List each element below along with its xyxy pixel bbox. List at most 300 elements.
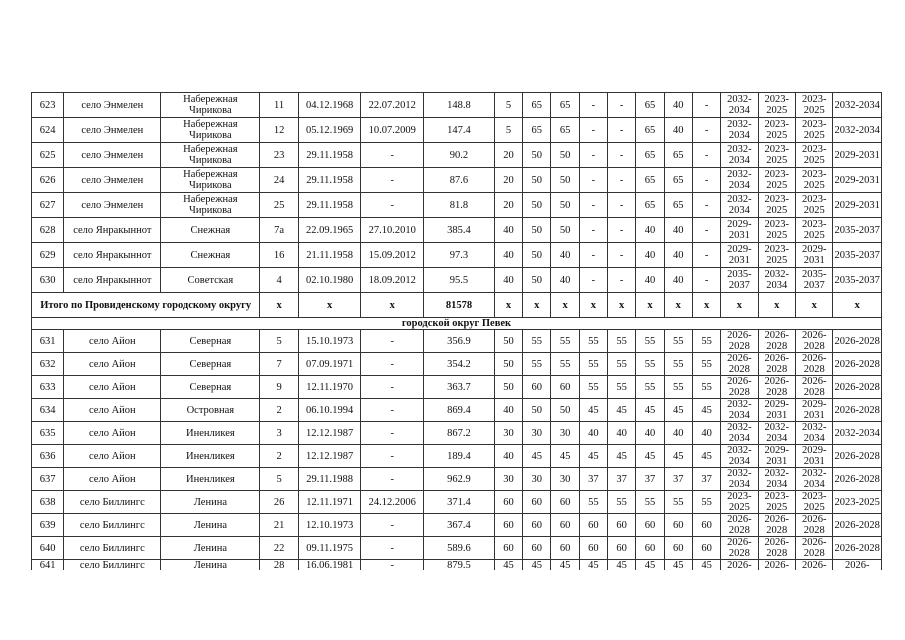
area-cell: 95.5: [424, 268, 495, 293]
row-number: 624: [32, 118, 64, 143]
wear-cell: 40: [551, 268, 579, 293]
street-cell: Набережная Чирикова: [161, 193, 260, 218]
wear-cell: -: [692, 118, 720, 143]
date-built-cell: 29.11.1988: [298, 468, 361, 491]
wear-cell: 40: [636, 243, 664, 268]
date-built-cell: 12.11.1970: [298, 376, 361, 399]
table-row: [32, 143, 882, 168]
house-cell: [260, 560, 298, 571]
wear-cell: -: [692, 218, 720, 243]
date-built-cell: 09.11.1975: [298, 537, 361, 560]
settlement-cell: село Энмелен: [64, 168, 161, 193]
period-cell: 2023-2025: [758, 168, 795, 193]
wear-cell: 40: [494, 445, 522, 468]
total-x: x: [636, 293, 664, 318]
date-built-cell: 07.09.1971: [298, 353, 361, 376]
house-cell: 16: [260, 243, 298, 268]
wear-cell: -: [692, 193, 720, 218]
date-built-cell-text: 16.06.1981: [306, 560, 354, 570]
wear-cell: 65: [551, 118, 579, 143]
area-cell: 356.9: [424, 330, 495, 353]
street-cell: Северная: [161, 376, 260, 399]
period-cell: 2032-2034: [721, 118, 758, 143]
date-survey-cell: -: [361, 422, 424, 445]
wear-cell: -: [692, 268, 720, 293]
house-cell: 2: [260, 399, 298, 422]
wear-cell: 50: [494, 353, 522, 376]
wear-cell: 60: [523, 514, 551, 537]
row-number: 632: [32, 353, 64, 376]
wear-cell: -: [692, 168, 720, 193]
document-page: [31, 92, 882, 570]
period-cell: 2026-2028: [833, 445, 882, 468]
row-number: [32, 560, 64, 571]
wear-cell: 40: [636, 268, 664, 293]
street-cell: Островная: [161, 399, 260, 422]
period-cell: 2023-2025: [796, 143, 833, 168]
wear-cell: 55: [608, 330, 636, 353]
wear-cell: 30: [523, 468, 551, 491]
date-survey-cell: -: [361, 514, 424, 537]
wear-cell: 65: [636, 143, 664, 168]
total-x: x: [298, 293, 361, 318]
wear-cell: 50: [523, 193, 551, 218]
wear-cell: 55: [579, 330, 607, 353]
period-cell: 2026-2028: [721, 514, 758, 537]
wear-cell: 50: [523, 143, 551, 168]
wear-cell: [664, 560, 692, 571]
wear-cell: 55: [551, 353, 579, 376]
period-cell: 2032-2034: [721, 399, 758, 422]
date-survey-cell: -: [361, 193, 424, 218]
area-cell: 87.6: [424, 168, 495, 193]
wear-cell: 45: [664, 445, 692, 468]
wear-cell: 40: [494, 243, 522, 268]
street-cell: Набережная Чирикова: [161, 168, 260, 193]
wear-cell: 65: [636, 118, 664, 143]
wear-cell: 45: [636, 445, 664, 468]
table-row: [32, 193, 882, 218]
wear-cell: 50: [551, 143, 579, 168]
settlement-cell: село Айон: [64, 468, 161, 491]
period-cell: 2023-2025: [721, 491, 758, 514]
period-cell: 2029-2031: [796, 399, 833, 422]
area-cell: 371.4: [424, 491, 495, 514]
period-cell: 2032-2034: [796, 422, 833, 445]
wear-cell: 65: [636, 93, 664, 118]
period-cell: 2032-2034: [796, 468, 833, 491]
date-built-cell: 29.11.1958: [298, 168, 361, 193]
wear-cell: 45: [523, 445, 551, 468]
period-cell: 2032-2034: [721, 193, 758, 218]
settlement-cell: село Айон: [64, 376, 161, 399]
wear-cell: 50: [523, 243, 551, 268]
street-cell: Иненликея: [161, 422, 260, 445]
date-survey-cell: 24.12.2006: [361, 491, 424, 514]
wear-cell: 60: [551, 376, 579, 399]
wear-cell: 65: [664, 168, 692, 193]
period-cell: 2026-2028: [796, 376, 833, 399]
row-number: 626: [32, 168, 64, 193]
area-cell: 148.8: [424, 93, 495, 118]
area-cell: [424, 560, 495, 571]
period-cell: 2023-2025: [758, 143, 795, 168]
period-cell: 2026-2028: [721, 330, 758, 353]
wear-cell: 45: [636, 399, 664, 422]
total-row: [32, 293, 882, 318]
period-cell: 2029-2031: [796, 243, 833, 268]
wear-cell: 50: [551, 168, 579, 193]
street-cell: Набережная Чирикова: [161, 118, 260, 143]
period-cell: 2026-2028: [758, 537, 795, 560]
table-row: [32, 445, 882, 468]
wear-cell: -: [608, 93, 636, 118]
wear-cell: 55: [636, 376, 664, 399]
period-cell-text: 2026-: [764, 560, 790, 570]
wear-cell: 40: [664, 243, 692, 268]
street-cell: Набережная Чирикова: [161, 143, 260, 168]
street-cell: Иненликея: [161, 468, 260, 491]
wear-cell: 55: [579, 353, 607, 376]
wear-cell: 65: [551, 93, 579, 118]
wear-cell: 45: [664, 399, 692, 422]
wear-cell: -: [608, 143, 636, 168]
street-cell-text: Ленина: [193, 560, 227, 570]
street-cell: Ленина: [161, 491, 260, 514]
house-cell: 24: [260, 168, 298, 193]
period-cell: 2023-2025: [796, 491, 833, 514]
wear-cell: 55: [692, 330, 720, 353]
street-cell: Иненликея: [161, 445, 260, 468]
area-cell-text: 879.5: [447, 560, 471, 570]
wear-cell: 20: [494, 193, 522, 218]
table-row: [32, 537, 882, 560]
wear-cell: -: [579, 93, 607, 118]
wear-cell: 55: [636, 491, 664, 514]
period-cell: 2026-2028: [758, 514, 795, 537]
wear-cell: 40: [664, 422, 692, 445]
period-cell: 2023-2025: [758, 193, 795, 218]
wear-cell: -: [608, 118, 636, 143]
settlement-cell-text: село Биллингс: [79, 560, 145, 570]
row-number: 633: [32, 376, 64, 399]
wear-cell: 5: [494, 118, 522, 143]
street-cell: Северная: [161, 330, 260, 353]
row-number: 623: [32, 93, 64, 118]
wear-cell: 55: [664, 376, 692, 399]
house-cell: 25: [260, 193, 298, 218]
house-cell: 4: [260, 268, 298, 293]
period-cell: 2029-2031: [758, 445, 795, 468]
table-row: [32, 93, 882, 118]
period-cell: [721, 560, 758, 571]
wear-cell: 60: [664, 537, 692, 560]
period-cell: 2026-2028: [833, 376, 882, 399]
street-cell: Советская: [161, 268, 260, 293]
period-cell: 2023-2025: [758, 93, 795, 118]
period-cell: 2023-2025: [796, 193, 833, 218]
period-cell: 2026-2028: [833, 537, 882, 560]
street-cell: Ленина: [161, 537, 260, 560]
total-x: x: [361, 293, 424, 318]
period-cell: 2032-2034: [721, 93, 758, 118]
wear-cell: 40: [692, 422, 720, 445]
wear-cell: 60: [523, 376, 551, 399]
table-row: [32, 268, 882, 293]
table-row: [32, 118, 882, 143]
wear-cell-text: 45: [559, 560, 571, 570]
wear-cell: [551, 560, 579, 571]
wear-cell: 37: [608, 468, 636, 491]
period-cell: 2026-2028: [796, 537, 833, 560]
wear-cell: 50: [551, 399, 579, 422]
wear-cell: 45: [608, 399, 636, 422]
period-cell: 2026-2028: [758, 330, 795, 353]
wear-cell: 55: [551, 330, 579, 353]
settlement-cell: село Янракыннот: [64, 243, 161, 268]
date-survey-cell-text: -: [390, 560, 395, 570]
wear-cell: -: [579, 243, 607, 268]
date-built-cell: 21.11.1958: [298, 243, 361, 268]
area-cell: 81.8: [424, 193, 495, 218]
wear-cell-text: 45: [701, 560, 712, 570]
row-number: 639: [32, 514, 64, 537]
date-built-cell: 12.12.1987: [298, 445, 361, 468]
area-cell: 97.3: [424, 243, 495, 268]
date-survey-cell: 10.07.2009: [361, 118, 424, 143]
period-cell: 2029-2031: [721, 243, 758, 268]
wear-cell: 50: [551, 218, 579, 243]
rows-pevek: [32, 330, 882, 560]
wear-cell-text: 45: [644, 560, 656, 570]
wear-cell: 20: [494, 143, 522, 168]
period-cell: 2032-2034: [721, 445, 758, 468]
date-survey-cell: -: [361, 330, 424, 353]
wear-cell: -: [608, 168, 636, 193]
street-cell: [161, 560, 260, 571]
table-row: [32, 353, 882, 376]
wear-cell: 55: [664, 353, 692, 376]
wear-cell: 37: [579, 468, 607, 491]
area-cell: 189.4: [424, 445, 495, 468]
wear-cell: -: [692, 243, 720, 268]
settlement-cell: село Биллингс: [64, 491, 161, 514]
street-cell: Ленина: [161, 514, 260, 537]
wear-cell: 50: [523, 218, 551, 243]
period-cell: 2023-2025: [758, 218, 795, 243]
period-cell: 2023-2025: [796, 218, 833, 243]
wear-cell: 60: [494, 491, 522, 514]
wear-cell: 60: [494, 514, 522, 537]
wear-cell: 60: [523, 537, 551, 560]
period-cell: 2023-2025: [796, 118, 833, 143]
wear-cell: 40: [551, 243, 579, 268]
period-cell: 2026-2028: [833, 399, 882, 422]
wear-cell: 55: [523, 353, 551, 376]
total-x: x: [833, 293, 882, 318]
house-cell: 9: [260, 376, 298, 399]
date-built-cell: 02.10.1980: [298, 268, 361, 293]
wear-cell: 60: [579, 514, 607, 537]
wear-cell: -: [692, 93, 720, 118]
wear-cell: -: [579, 168, 607, 193]
total-area: 81578: [424, 293, 495, 318]
period-cell-text: 2026-: [844, 560, 870, 570]
wear-cell: 50: [494, 330, 522, 353]
row-number: 637: [32, 468, 64, 491]
total-x: x: [579, 293, 607, 318]
wear-cell: 50: [523, 168, 551, 193]
period-cell: 2029-2031: [758, 399, 795, 422]
wear-cell: 45: [579, 399, 607, 422]
wear-cell: 40: [608, 422, 636, 445]
wear-cell: 5: [494, 93, 522, 118]
period-cell: 2035-2037: [796, 268, 833, 293]
row-number: 631: [32, 330, 64, 353]
period-cell: 2026-2028: [721, 376, 758, 399]
row-number: 635: [32, 422, 64, 445]
settlement-cell: село Айон: [64, 353, 161, 376]
wear-cell: 45: [692, 399, 720, 422]
wear-cell: 37: [636, 468, 664, 491]
table-row: [32, 218, 882, 243]
date-survey-cell: -: [361, 143, 424, 168]
wear-cell: 60: [692, 537, 720, 560]
period-cell: 2026-2028: [721, 353, 758, 376]
wear-cell: [579, 560, 607, 571]
settlement-cell: село Айон: [64, 445, 161, 468]
date-survey-cell: 22.07.2012: [361, 93, 424, 118]
period-cell: 2035-2037: [833, 268, 882, 293]
period-cell: 2035-2037: [833, 218, 882, 243]
wear-cell: 40: [664, 218, 692, 243]
period-cell: 2023-2025: [758, 118, 795, 143]
settlement-cell: село Биллингс: [64, 514, 161, 537]
area-cell: 363.7: [424, 376, 495, 399]
period-cell: 2026-2028: [833, 514, 882, 537]
wear-cell-text: 45: [531, 560, 543, 570]
period-cell-text: 2026-: [801, 560, 827, 570]
date-built-cell: 04.12.1968: [298, 93, 361, 118]
total-x: x: [721, 293, 758, 318]
wear-cell: 50: [523, 268, 551, 293]
wear-cell: 55: [692, 376, 720, 399]
date-built-cell: 15.10.1973: [298, 330, 361, 353]
row-number: 627: [32, 193, 64, 218]
period-cell: 2026-2028: [833, 353, 882, 376]
settlement-cell: село Энмелен: [64, 143, 161, 168]
area-cell: 385.4: [424, 218, 495, 243]
housing-repair-table: [31, 92, 882, 570]
table-row: [32, 168, 882, 193]
wear-cell: 60: [551, 491, 579, 514]
period-cell: 2029-2031: [796, 445, 833, 468]
date-built-cell: 12.10.1973: [298, 514, 361, 537]
wear-cell: 55: [636, 330, 664, 353]
period-cell-text: 2026-: [727, 560, 752, 570]
wear-cell: 60: [692, 514, 720, 537]
date-built-cell: 06.10.1994: [298, 399, 361, 422]
wear-cell: 55: [608, 353, 636, 376]
wear-cell-text: 45: [503, 560, 514, 570]
row-number: 636: [32, 445, 64, 468]
row-number: 634: [32, 399, 64, 422]
period-cell: 2026-2028: [721, 537, 758, 560]
wear-cell: 60: [579, 537, 607, 560]
row-number: 630: [32, 268, 64, 293]
date-survey-cell: -: [361, 168, 424, 193]
house-cell: 23: [260, 143, 298, 168]
period-cell: 2032-2034: [721, 422, 758, 445]
period-cell: [758, 560, 795, 571]
wear-cell: 45: [692, 445, 720, 468]
total-row-group: [32, 293, 882, 330]
wear-cell: 30: [551, 468, 579, 491]
area-cell: 962.9: [424, 468, 495, 491]
period-cell: 2023-2025: [796, 168, 833, 193]
table-row: [32, 422, 882, 445]
house-cell: 26: [260, 491, 298, 514]
area-cell: 147.4: [424, 118, 495, 143]
wear-cell: 65: [636, 193, 664, 218]
wear-cell: 40: [494, 399, 522, 422]
period-cell: 2035-2037: [721, 268, 758, 293]
wear-cell: 40: [664, 268, 692, 293]
house-cell: 21: [260, 514, 298, 537]
wear-cell: -: [579, 118, 607, 143]
period-cell: 2032-2034: [758, 422, 795, 445]
house-cell: 7а: [260, 218, 298, 243]
settlement-cell: село Энмелен: [64, 93, 161, 118]
wear-cell: -: [608, 268, 636, 293]
wear-cell: -: [579, 268, 607, 293]
row-number-text: 641: [39, 560, 56, 570]
wear-cell: 65: [523, 93, 551, 118]
wear-cell-text: 45: [616, 560, 627, 570]
area-cell: 869.4: [424, 399, 495, 422]
wear-cell: 20: [494, 168, 522, 193]
settlement-cell: село Айон: [64, 399, 161, 422]
house-cell-text: 28: [273, 560, 285, 570]
row-number: 638: [32, 491, 64, 514]
table-row: [32, 560, 882, 571]
period-cell: 2026-2028: [796, 353, 833, 376]
period-cell: 2026-2028: [833, 468, 882, 491]
period-cell: 2035-2037: [833, 243, 882, 268]
wear-cell: 45: [608, 445, 636, 468]
wear-cell: 65: [636, 168, 664, 193]
date-survey-cell: 18.09.2012: [361, 268, 424, 293]
table-row: [32, 376, 882, 399]
period-cell: 2023-2025: [833, 491, 882, 514]
table-row: [32, 243, 882, 268]
wear-cell: 55: [692, 353, 720, 376]
wear-cell: 55: [523, 330, 551, 353]
wear-cell: 50: [551, 193, 579, 218]
period-cell: 2032-2034: [721, 468, 758, 491]
period-cell: 2029-2031: [833, 143, 882, 168]
street-cell: Снежная: [161, 218, 260, 243]
rows-last: [32, 560, 882, 571]
rows-provideniya: [32, 93, 882, 293]
wear-cell: 37: [692, 468, 720, 491]
wear-cell: 40: [664, 118, 692, 143]
total-x: x: [608, 293, 636, 318]
wear-cell: 50: [494, 376, 522, 399]
date-built-cell: 29.11.1958: [298, 193, 361, 218]
table-row: [32, 514, 882, 537]
period-cell: 2026-2028: [796, 330, 833, 353]
